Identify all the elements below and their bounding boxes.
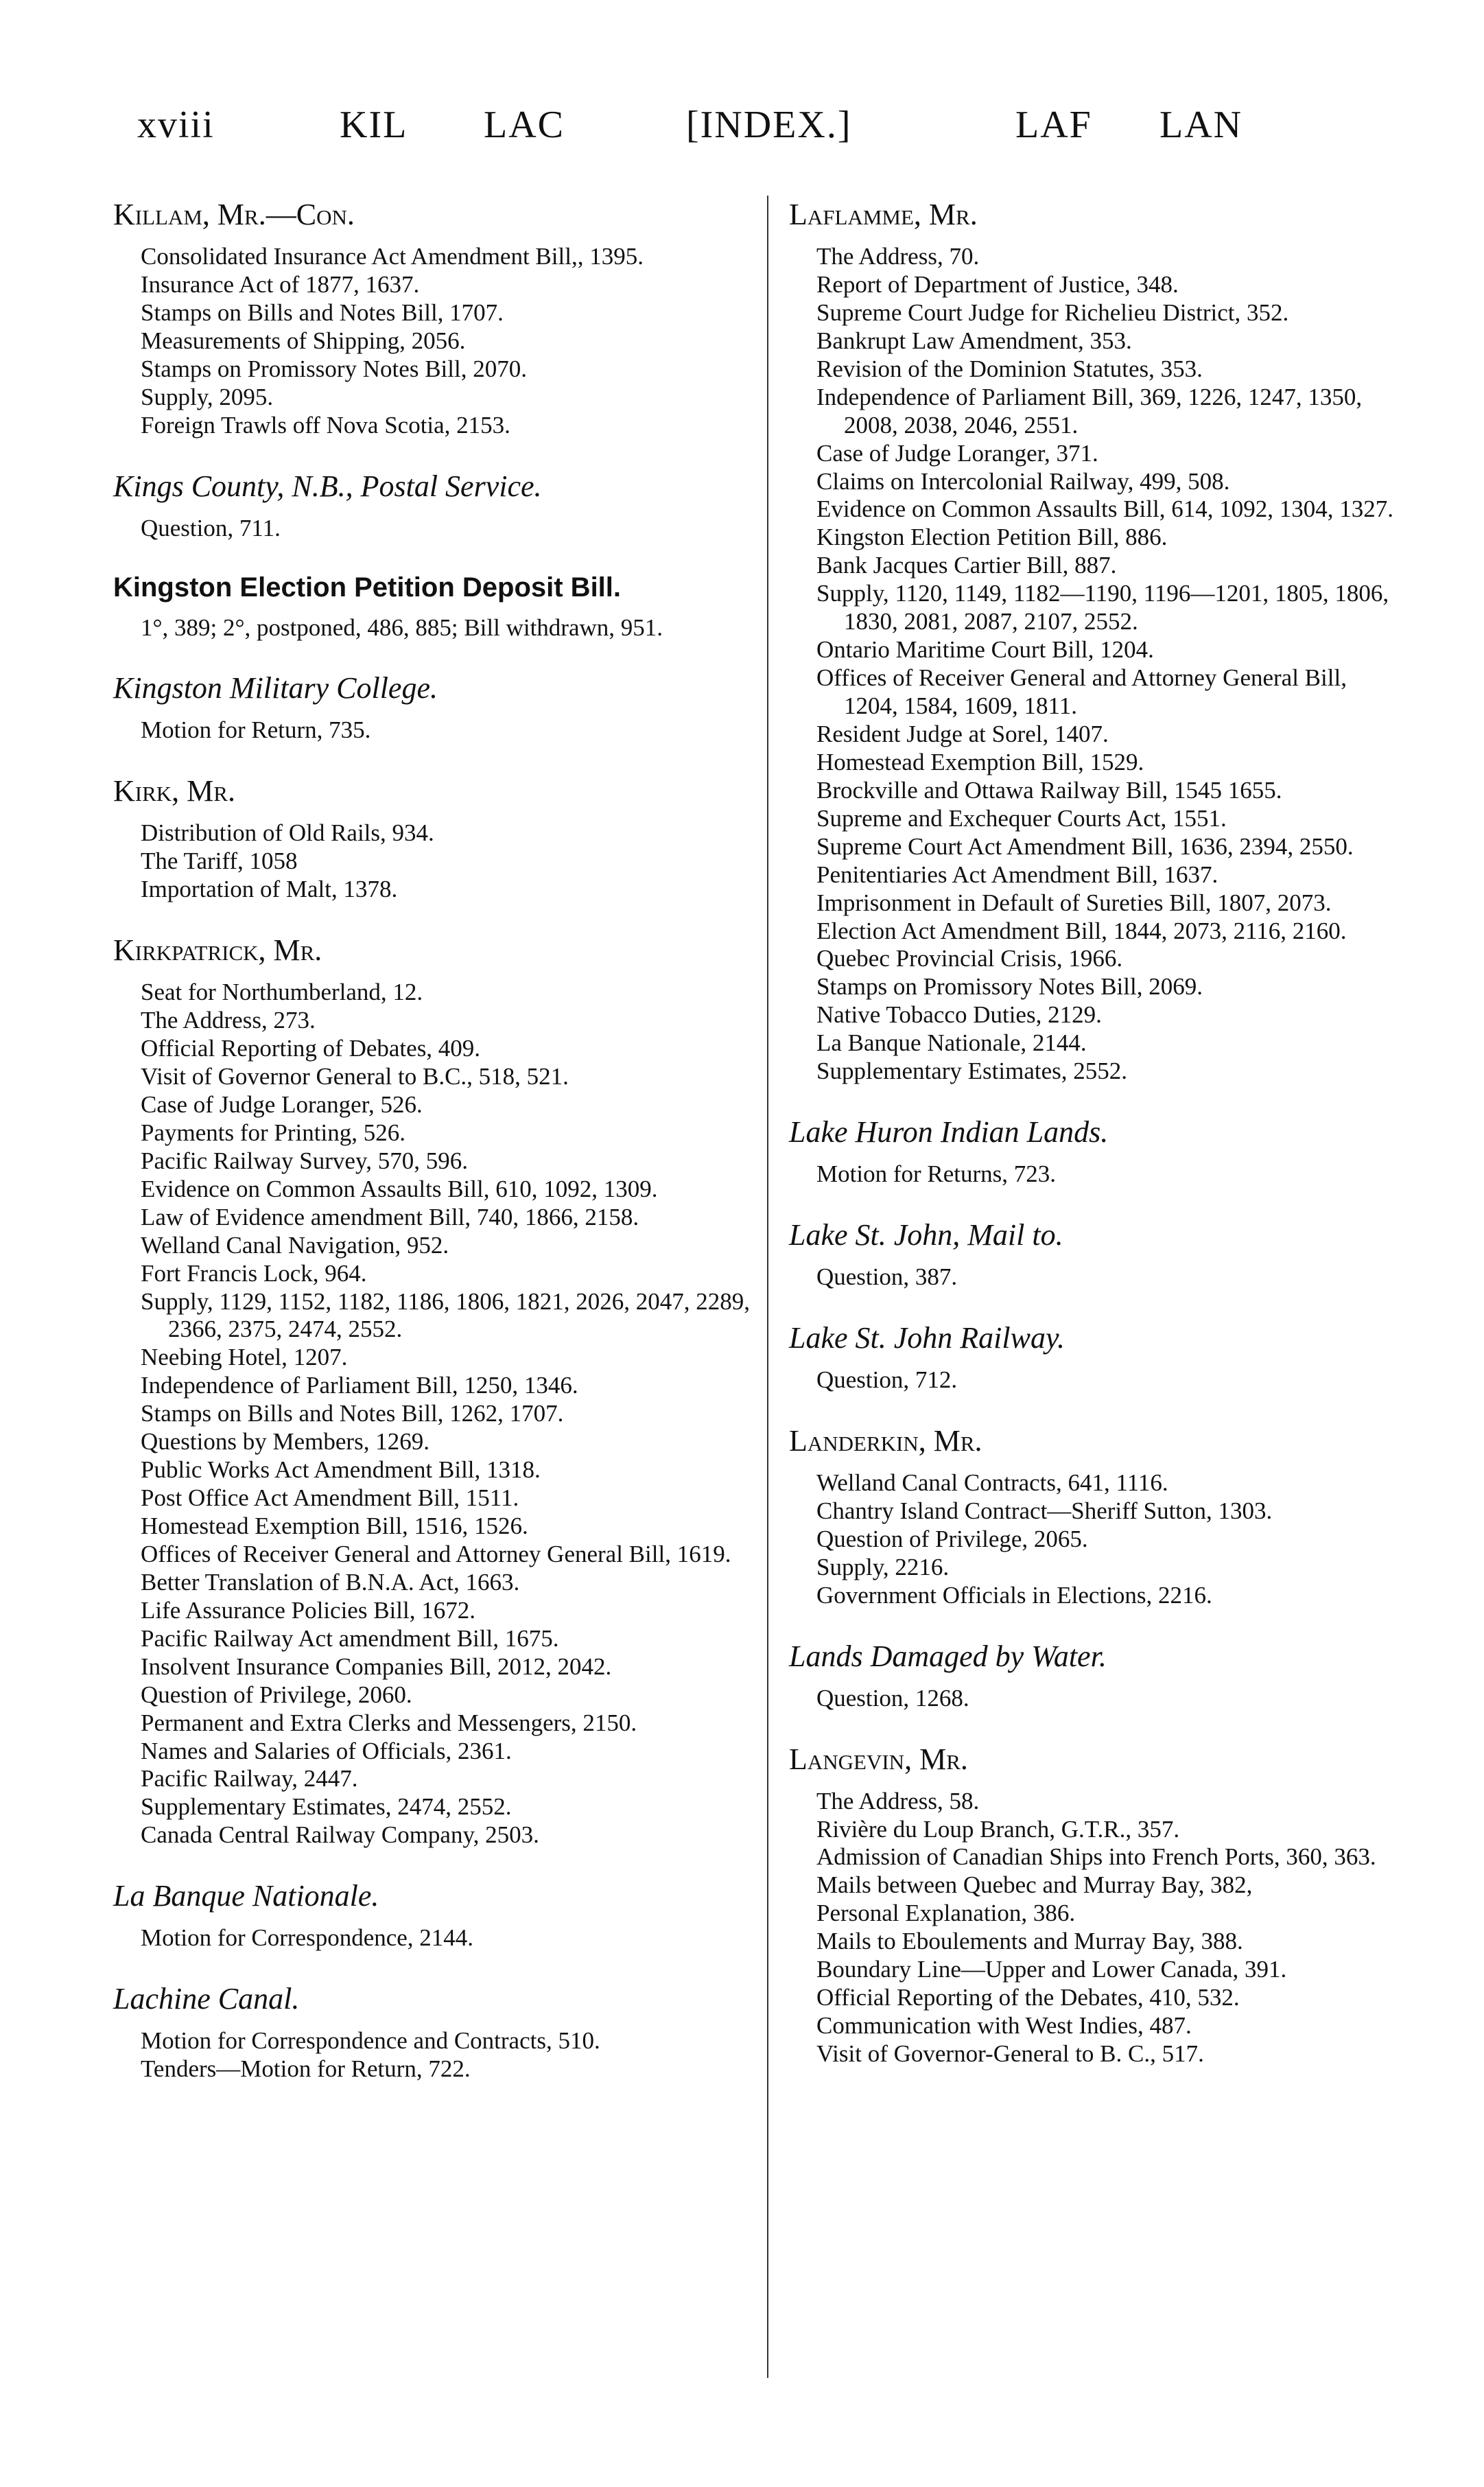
right-column [789, 196, 1406, 2096]
index-entry: Question, 711. [141, 514, 281, 541]
index-entry: Supplementary Estimates, 2474, 2552. [141, 1793, 512, 1821]
index-entry: Resident Judge at Sorel, 1407. [816, 720, 1109, 747]
index-entry: Pacific Railway Act amendment Bill, 1675. [141, 1624, 559, 1652]
index-entry: Supplementary Estimates, 2552. [816, 1058, 1127, 1085]
index-entry: Offices of Receiver General and Attorney General Bill, 1204, 1584, 1609, 1811. [816, 664, 1347, 719]
index-section [113, 1877, 755, 1952]
index-entry: Insolvent Insurance Companies Bill, 2012, 2042. [141, 1653, 612, 1680]
index-section [789, 1422, 1406, 1610]
index-entry: Supply, 2216. [816, 1553, 950, 1580]
index-entry: Tenders—Motion for Return, 722. [141, 2055, 471, 2083]
index-entry: Question of Privilege, 2060. [141, 1681, 412, 1708]
index-entry: Stamps on Promissory Notes Bill, 2069. [816, 973, 1203, 1001]
index-entry: Report of Department of Justice, 348. [816, 270, 1179, 298]
index-entry: Neebing Hotel, 1207. [141, 1344, 348, 1371]
index-entry: Bankrupt Law Amendment, 353. [816, 327, 1132, 354]
index-heading: Kingston Military College. [113, 671, 438, 705]
index-heading: Laflamme, Mr. [789, 198, 978, 231]
left-column [113, 196, 755, 2111]
index-entry: Quebec Provincial Crisis, 1966. [816, 945, 1123, 972]
index-entry: Election Act Amendment Bill, 1844, 2073, 2116, 2160. [816, 917, 1347, 944]
index-entry: Independence of Parliament Bill, 1250, 1346. [141, 1372, 578, 1399]
index-section [789, 1216, 1406, 1292]
index-entry: Bank Jacques Cartier Bill, 887. [816, 552, 1117, 579]
entry-list [789, 1685, 1406, 1713]
index-entry: Payments for Printing, 526. [141, 1119, 405, 1146]
index-heading: Landerkin, Mr. [789, 1423, 982, 1458]
index-entry: Penitentiaries Act Amendment Bill, 1637. [816, 861, 1218, 888]
index-entry: Public Works Act Amendment Bill, 1318. [141, 1456, 541, 1484]
index-entry: Imprisonment in Default of Sureties Bill, 1807, 2073. [816, 889, 1332, 916]
range-start-left: KIL [340, 104, 408, 146]
index-heading: Kings County, N.B., Postal Service. [113, 469, 542, 503]
index-entry: Kingston Election Petition Bill, 886. [816, 524, 1168, 551]
running-header [137, 103, 1345, 165]
column-divider [767, 196, 768, 2378]
index-entry: Motion for Returns, 723. [816, 1160, 1057, 1188]
index-entry: Boundary Line—Upper and Lower Canada, 391. [816, 1956, 1287, 1983]
index-entry: Question, 1268. [816, 1684, 969, 1712]
index-entry: Supreme Court Judge for Richelieu District, 352. [816, 299, 1289, 326]
index-entry: Names and Salaries of Officials, 2361. [141, 1737, 512, 1764]
index-entry: Mails to Eboulements and Murray Bay, 388. [816, 1928, 1243, 1955]
index-heading: Lands Damaged by Water. [789, 1639, 1107, 1673]
index-entry: Question of Privilege, 2065. [816, 1525, 1088, 1552]
entry-list [789, 1263, 1406, 1292]
index-entry: Homestead Exemption Bill, 1529. [816, 748, 1144, 775]
index-entry: Claims on Intercolonial Railway, 499, 508. [816, 467, 1230, 495]
index-entry: Evidence on Common Assaults Bill, 610, 1092, 1309. [141, 1175, 658, 1202]
index-entry: Chantry Island Contract—Sheriff Sutton, 1303. [816, 1497, 1273, 1524]
index-section [113, 669, 755, 745]
index-entry: Case of Judge Loranger, 526. [141, 1090, 423, 1118]
entry-list [789, 243, 1406, 1086]
index-entry: Brockville and Ottawa Railway Bill, 1545 1655. [816, 776, 1282, 804]
index-entry: The Address, 70. [816, 243, 980, 270]
index-entry: Motion for Correspondence and Contracts, 510. [141, 2027, 600, 2055]
index-entry: The Address, 58. [816, 1787, 980, 1814]
index-entry: Supreme Court Act Amendment Bill, 1636, 2394, 2550. [816, 832, 1354, 860]
index-entry: Pacific Railway, 2447. [141, 1765, 358, 1793]
index-entry: Welland Canal Contracts, 641, 1116. [816, 1469, 1168, 1496]
index-entry: Supply, 1129, 1152, 1182, 1186, 1806, 1821, 2026, 2047, 2289, 2366, 2375, 2474, 2552. [141, 1287, 750, 1343]
index-section [113, 570, 755, 642]
index-entry: 1°, 389; 2°, postponed, 486, 885; Bill withdrawn, 951. [141, 614, 663, 641]
index-entry: Independence of Parliament Bill, 369, 1226, 1247, 1350, 2008, 2038, 2046, 2551. [816, 383, 1363, 439]
header-title: [INDEX.] [686, 104, 852, 146]
index-section [113, 467, 755, 543]
index-heading: Lake Huron Indian Lands. [789, 1115, 1109, 1149]
index-entry: Importation of Malt, 1378. [141, 876, 398, 903]
index-section [113, 196, 755, 440]
index-heading: Kirkpatrick, Mr. [113, 933, 322, 968]
index-entry: Permanent and Extra Clerks and Messengers, 2150. [141, 1709, 637, 1736]
index-entry: Native Tobacco Duties, 2129. [816, 1001, 1102, 1029]
index-entry: Question, 387. [816, 1263, 958, 1291]
range-end-right: LAN [1159, 104, 1243, 146]
entry-list [789, 1469, 1406, 1610]
index-entry: Seat for Northumberland, 12. [141, 979, 423, 1006]
index-entry: Stamps on Bills and Notes Bill, 1262, 1707. [141, 1400, 564, 1427]
page-number: xviii [137, 104, 215, 146]
index-entry: Supreme and Exchequer Courts Act, 1551. [816, 804, 1227, 832]
entry-list [113, 716, 755, 745]
index-heading: Kingston Election Petition Deposit Bill. [113, 572, 622, 603]
index-section [113, 1980, 755, 2083]
index-heading: La Banque Nationale. [113, 1879, 379, 1913]
index-entry: Measurements of Shipping, 2056. [141, 327, 466, 354]
index-heading: Lachine Canal. [113, 1982, 300, 2016]
index-entry: Official Reporting of Debates, 409. [141, 1035, 481, 1062]
index-entry: Admission of Canadian Ships into French Ports, 360, 363. [816, 1843, 1376, 1871]
index-entry: Rivière du Loup Branch, G.T.R., 357. [816, 1815, 1180, 1843]
index-entry: Post Office Act Amendment Bill, 1511. [141, 1484, 519, 1512]
index-entry: Law of Evidence amendment Bill, 740, 1866, 2158. [141, 1203, 639, 1230]
index-entry: Supply, 2095. [141, 383, 274, 410]
index-entry: Government Officials in Elections, 2216. [816, 1581, 1212, 1609]
index-entry: Offices of Receiver General and Attorney General Bill, 1619. [141, 1540, 731, 1567]
index-section [789, 1740, 1406, 2068]
entry-list [113, 614, 755, 642]
entry-list [113, 819, 755, 904]
index-entry: Case of Judge Loranger, 371. [816, 439, 1098, 467]
index-entry: Ontario Maritime Court Bill, 1204. [816, 636, 1154, 664]
entry-list [113, 2027, 755, 2083]
index-entry: Insurance Act of 1877, 1637. [141, 270, 420, 298]
index-entry: Distribution of Old Rails, 934. [141, 819, 434, 847]
index-entry: Personal Explanation, 386. [816, 1900, 1076, 1927]
entry-list [789, 1788, 1406, 2068]
entry-list [113, 1924, 755, 1952]
index-heading: Killam, Mr.—Con. [113, 198, 355, 231]
index-entry: Motion for Return, 735. [141, 716, 371, 744]
index-section [789, 196, 1406, 1086]
index-entry: The Tariff, 1058 [141, 848, 298, 875]
entry-list [113, 243, 755, 440]
index-section [789, 1319, 1406, 1394]
index-entry: Questions by Members, 1269. [141, 1428, 429, 1456]
index-entry: Homestead Exemption Bill, 1516, 1526. [141, 1513, 528, 1539]
index-entry: Revision of the Dominion Statutes, 353. [816, 355, 1203, 382]
index-entry: Canada Central Railway Company, 2503. [141, 1821, 539, 1849]
index-heading: Kirk, Mr. [113, 774, 235, 808]
index-entry: Official Reporting of the Debates, 410, 532. [816, 1984, 1240, 2011]
index-entry: Welland Canal Navigation, 952. [141, 1231, 449, 1259]
index-section [113, 931, 755, 1849]
index-entry: Stamps on Promissory Notes Bill, 2070. [141, 355, 527, 382]
index-entry: Mails between Quebec and Murray Bay, 382, [816, 1871, 1253, 1899]
index-entry: Life Assurance Policies Bill, 1672. [141, 1596, 475, 1624]
index-heading: Lake St. John, Mail to. [789, 1218, 1063, 1252]
index-entry: Visit of Governor General to B.C., 518, 521. [141, 1063, 569, 1090]
index-section [113, 772, 755, 904]
index-section [789, 1637, 1406, 1713]
index-entry: Supply, 1120, 1149, 1182—1190, 1196—1201, 1805, 1806, 1830, 2081, 2087, 2107, 2552. [816, 580, 1389, 635]
index-entry: Stamps on Bills and Notes Bill, 1707. [141, 299, 504, 326]
index-entry: Visit of Governor-General to B. C., 517. [816, 2040, 1204, 2067]
entry-list [789, 1366, 1406, 1394]
entry-list [789, 1160, 1406, 1189]
index-entry: The Address, 273. [141, 1007, 316, 1034]
entry-list [113, 979, 755, 1849]
index-entry: Pacific Railway Survey, 570, 596. [141, 1147, 468, 1174]
index-entry: Evidence on Common Assaults Bill, 614, 1092, 1304, 1327. [816, 495, 1393, 523]
range-end-left: LAC [484, 104, 565, 146]
index-entry: Communication with West Indies, 487. [816, 2012, 1192, 2040]
entry-list [113, 515, 755, 543]
index-entry: Question, 712. [816, 1366, 958, 1393]
index-heading: Langevin, Mr. [789, 1742, 968, 1776]
index-entry: Motion for Correspondence, 2144. [141, 1924, 474, 1952]
index-entry: Foreign Trawls off Nova Scotia, 2153. [141, 411, 510, 439]
index-entry: Better Translation of B.N.A. Act, 1663. [141, 1568, 520, 1596]
index-heading: Lake St. John Railway. [789, 1321, 1065, 1355]
index-entry: La Banque Nationale, 2144. [816, 1029, 1087, 1057]
index-entry: Consolidated Insurance Act Amendment Bill,, 1395. [141, 243, 644, 270]
index-section [789, 1113, 1406, 1189]
range-start-right: LAF [1015, 104, 1092, 146]
index-entry: Fort Francis Lock, 964. [141, 1259, 367, 1287]
